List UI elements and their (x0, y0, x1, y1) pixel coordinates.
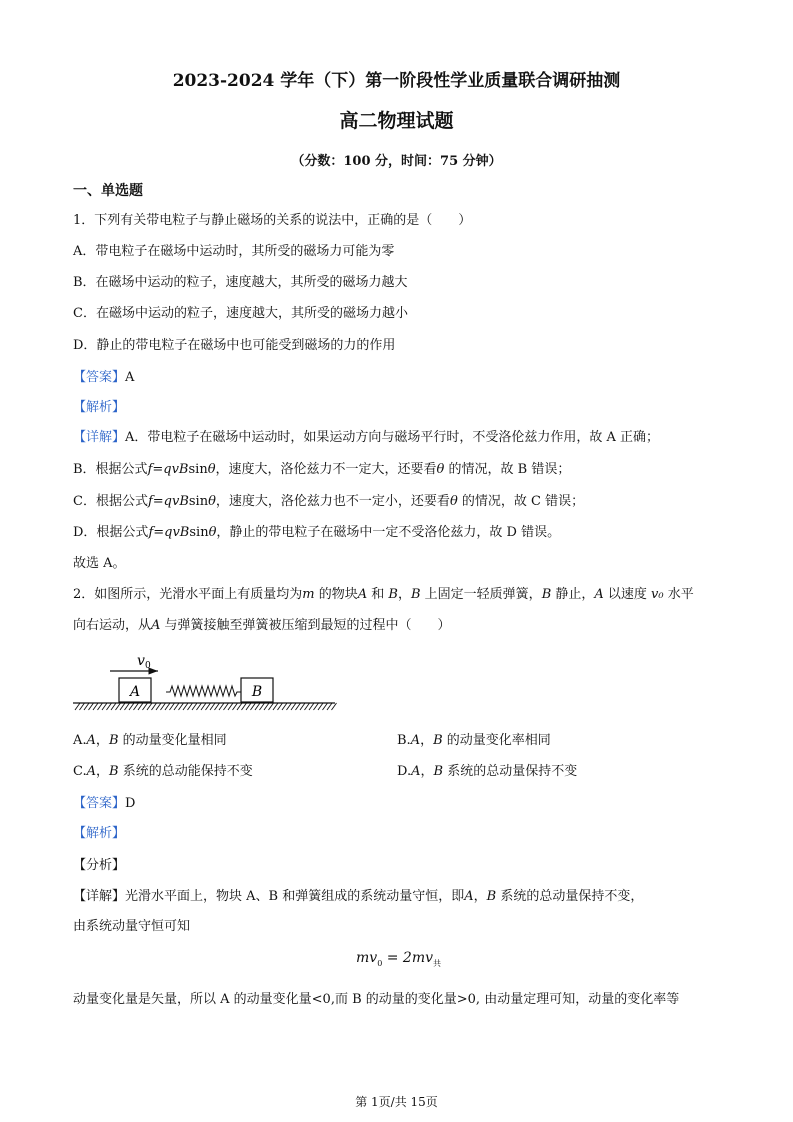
section-title: 一、单选题 (73, 183, 143, 199)
q1-option-d: D．静止的带电粒子在磁场中也可能受到磁场的力的作用 (73, 338, 396, 353)
detail-tag: 【详解】 (73, 430, 126, 445)
q2-last-line: 动量变化量是矢量，所以 A 的动量变化量<0,而 B 的动量的变化量>0, 由动量定理可知，动量的变化率等 (73, 992, 680, 1007)
eq-left-sub: 0 (377, 958, 383, 968)
var-a: A (86, 764, 97, 779)
q2-option-a (73, 733, 227, 749)
q1-detail-d (73, 525, 560, 541)
text: ， (420, 764, 434, 779)
q2-option-c (73, 764, 253, 780)
text: 2．如图所示，光滑水平面上有质量均为 (73, 587, 303, 602)
text: 静止， (551, 587, 595, 602)
q2-option-d (397, 764, 577, 780)
var-m: m (302, 587, 315, 602)
q1-answer (73, 370, 134, 386)
q2-detail-line2: 由系统动量守恒可知 (73, 919, 191, 934)
answer-tag: 【答案】 (73, 370, 126, 385)
var-a: A (594, 587, 604, 602)
text: ， (96, 764, 110, 779)
answer-value: D (125, 796, 136, 811)
option-text: 系统的总动能保持不变 (118, 764, 253, 779)
eq-mid: = 2mv (382, 950, 434, 966)
text: 的情况，故 B 错误； (444, 462, 571, 477)
q2-analysis-tag: 【解析】 (73, 826, 126, 841)
q1-option-c: C．在磁场中运动的粒子，速度越大，其所受的磁场力越小 (73, 306, 408, 321)
q1-stem: 1．下列有关带电粒子与静止磁场的关系的说法中，正确的是（ ） (73, 213, 472, 228)
text: 向右运动，从 (73, 618, 152, 633)
eq-right-sub: 共 (433, 958, 442, 968)
option-text: 的动量变化率相同 (442, 733, 551, 748)
text: ，静止的带电粒子在磁场中一定不受洛伦兹力，故 D 错误。 (216, 525, 561, 540)
text: 和 (367, 587, 389, 602)
sin: sin (189, 525, 209, 540)
var-a: A (410, 733, 421, 748)
q1-detail-a (73, 430, 659, 446)
text: ，速度大，洛伦兹力也不一定小，还要看 (215, 494, 450, 509)
spring-block-figure (70, 650, 340, 716)
text: 上固定一轻质弹簧， (420, 587, 542, 602)
formula: f=qvB (148, 525, 190, 540)
detail-tag: 【详解】 (73, 889, 126, 904)
velocity-subscript: 0 (145, 661, 151, 671)
text: 水平 (663, 587, 694, 602)
q2-detail (73, 889, 643, 905)
option-letter: C. (73, 764, 87, 779)
text: 的情况，故 C 错误； (457, 494, 585, 509)
sin: sin (188, 494, 209, 509)
sin: sin (188, 462, 208, 477)
q2-option-b (397, 733, 551, 749)
var-b: B (410, 587, 421, 602)
var-b: B (109, 764, 119, 779)
var-v0: v₀ (651, 587, 664, 602)
var-a: A (151, 618, 161, 633)
q1-option-b: B．在磁场中运动的粒子，速度越大，其所受的磁场力越大 (73, 275, 408, 290)
var-a: A (86, 733, 96, 748)
text: 光滑水平面上，物块 A、B 和弹簧组成的系统动量守恒，即 (125, 889, 465, 904)
var-b: B (433, 764, 444, 779)
text: B．根据公式 (73, 462, 148, 477)
formula: f=qvB (147, 462, 189, 477)
answer-value: A (125, 370, 135, 385)
ground-hatching (75, 703, 337, 710)
q2-stem-line1 (73, 587, 694, 603)
page-footer: 第 1页/共 15页 (355, 1095, 438, 1109)
block-b-label: B (251, 684, 263, 700)
q1-option-a: A．带电粒子在磁场中运动时，其所受的磁场力可能为零 (73, 244, 395, 259)
text: C．根据公式 (73, 494, 148, 509)
q2-equation (356, 950, 441, 972)
text: 以速度 (603, 587, 652, 602)
text: ，速度大，洛伦兹力不一定大，还要看 (215, 462, 437, 477)
text: 系统的总动量保持不变， (496, 889, 644, 904)
eq-left: mv (356, 950, 378, 966)
theta: θ (208, 525, 217, 540)
var-b: B (486, 889, 497, 904)
q1-detail-c (73, 494, 584, 510)
q2-answer (73, 796, 135, 812)
q2-stem-line2 (73, 618, 451, 634)
exam-subtitle: 高二物理试题 (339, 110, 454, 132)
theta: θ (207, 462, 216, 477)
text: ， (473, 889, 487, 904)
theta: θ (208, 494, 216, 509)
q2-fenxi-tag: 【分析】 (73, 858, 126, 873)
var-b: B (108, 733, 119, 748)
var-a: A (357, 587, 368, 602)
var-b: B (388, 587, 398, 602)
text: D．根据公式 (73, 525, 149, 540)
text: ， (397, 587, 411, 602)
option-text: 系统的总动量保持不变 (443, 764, 578, 779)
theta: θ (436, 462, 445, 477)
var-b: B (541, 587, 552, 602)
var-b: B (433, 733, 443, 748)
option-text: 的动量变化量相同 (118, 733, 227, 748)
velocity-label: v (137, 653, 145, 669)
q1-analysis-tag: 【解析】 (73, 400, 126, 415)
option-letter: D. (397, 764, 412, 779)
text: 与弹簧接触至弹簧被压缩到最短的过程中（ ） (160, 618, 451, 633)
answer-tag: 【答案】 (73, 796, 126, 811)
text: 的物块 (314, 587, 358, 602)
option-letter: B. (397, 733, 411, 748)
spring (166, 686, 241, 696)
text: ， (420, 733, 434, 748)
var-a: A (411, 764, 421, 779)
exam-title: 2023-2024 学年（下）第一阶段性学业质量联合调研抽测 (172, 71, 621, 91)
formula: f=qvB (147, 494, 189, 509)
q1-conclusion: 故选 A。 (73, 556, 126, 571)
text: ， (95, 733, 109, 748)
theta: θ (449, 494, 458, 509)
exam-info: （分数：100 分，时间：75 分钟） (291, 154, 502, 169)
block-a-label: A (129, 684, 141, 700)
var-a: A (464, 889, 474, 904)
q1-detail-b (73, 462, 570, 478)
detail-text: A．带电粒子在磁场中运动时，如果运动方向与磁场平行时，不受洛伦兹力作用，故 A 正确； (125, 430, 660, 445)
option-letter: A. (73, 733, 87, 748)
